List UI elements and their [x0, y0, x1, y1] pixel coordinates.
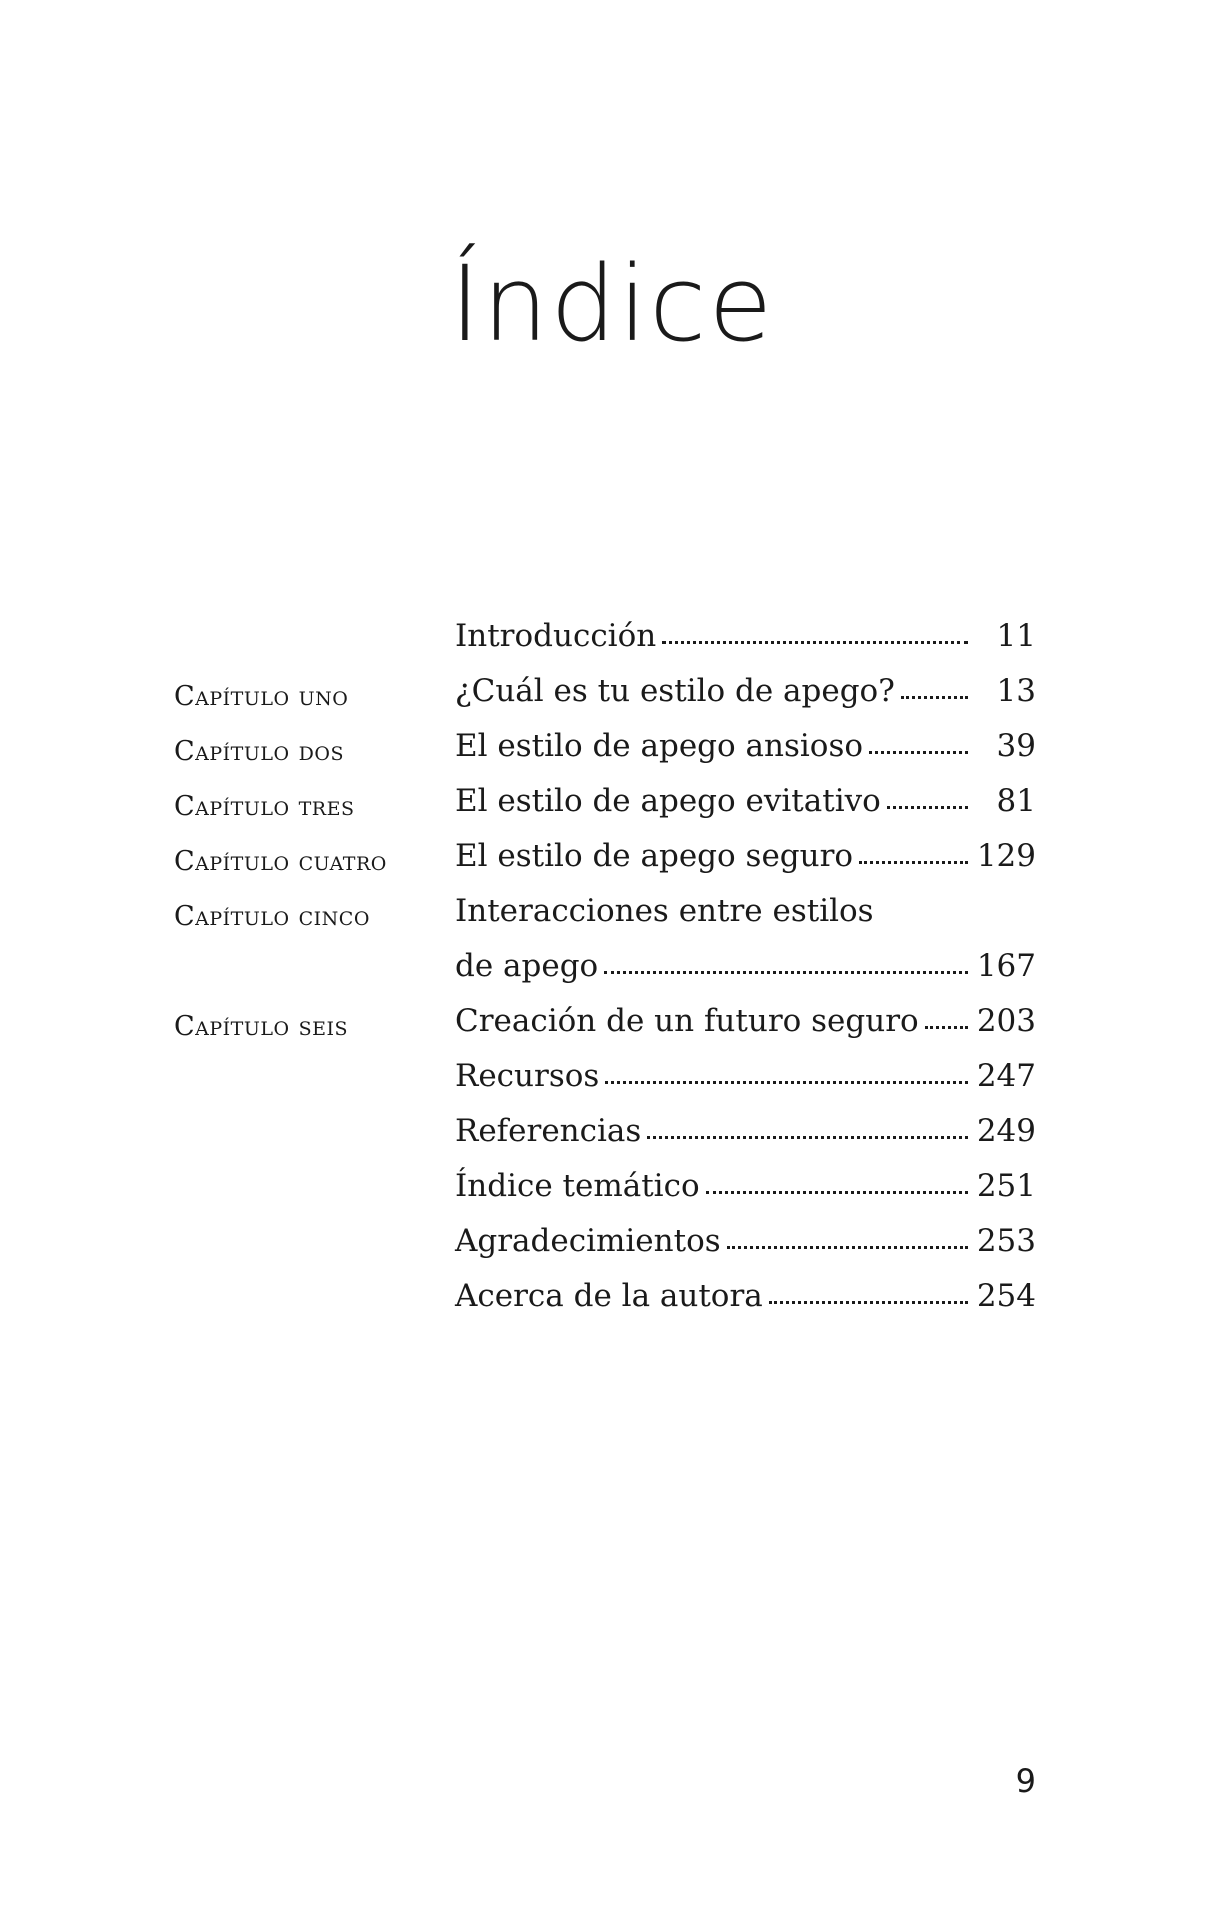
toc-row [174, 1272, 1036, 1327]
toc-row [174, 1107, 1036, 1162]
toc-entry [455, 838, 1036, 874]
entry-title: El estilo de apego ansioso [455, 728, 864, 764]
toc-row [174, 1162, 1036, 1217]
dot-leader [647, 1136, 968, 1139]
toc-entry [455, 948, 1036, 984]
entry-page: 39 [996, 728, 1036, 764]
dot-leader [887, 806, 968, 809]
toc-row [174, 887, 1036, 942]
entry-title: Agradecimientos [455, 1223, 721, 1259]
toc-entry [455, 783, 1036, 819]
page-title: Índice [449, 243, 775, 365]
entry-page: 254 [976, 1278, 1036, 1314]
entry-title: Introducción [455, 618, 657, 654]
chapter-label: Capítulo dos [174, 736, 344, 767]
toc-row [174, 1217, 1036, 1272]
toc-entry [455, 728, 1036, 764]
toc-entry [455, 673, 1036, 709]
dot-leader [859, 861, 968, 864]
dot-leader [605, 1081, 968, 1084]
toc-row [174, 942, 1036, 997]
entry-title: El estilo de apego seguro [455, 838, 854, 874]
dot-leader [727, 1246, 968, 1249]
toc-entry [455, 1058, 1036, 1094]
entry-title: Referencias [455, 1113, 642, 1149]
toc-entry [455, 1113, 1036, 1149]
toc-row [174, 832, 1036, 887]
entry-page: 249 [976, 1113, 1036, 1149]
toc-row [174, 722, 1036, 777]
toc-row [174, 997, 1036, 1052]
entry-title: ¿Cuál es tu estilo de apego? [455, 673, 895, 709]
entry-title: Recursos [455, 1058, 600, 1094]
toc-entry [455, 1278, 1036, 1314]
entry-title: Interacciones entre estilos [455, 893, 874, 929]
chapter-label: Capítulo tres [174, 791, 355, 822]
entry-title: El estilo de apego evitativo [455, 783, 881, 819]
entry-page: 81 [996, 783, 1036, 819]
entry-page: 13 [996, 673, 1036, 709]
dot-leader [662, 641, 968, 644]
page-number: 9 [1015, 1762, 1036, 1800]
chapter-label: Capítulo cinco [174, 901, 370, 932]
entry-title: Índice temático [455, 1168, 700, 1204]
dot-leader [869, 751, 968, 754]
table-of-contents [174, 612, 1036, 1327]
entry-page: 203 [976, 1003, 1036, 1039]
chapter-label: Capítulo cuatro [174, 846, 387, 877]
dot-leader [901, 696, 968, 699]
entry-page: 129 [976, 838, 1036, 874]
entry-page: 253 [976, 1223, 1036, 1259]
toc-entry [455, 1223, 1036, 1259]
entry-title-continued: de apego [455, 948, 599, 984]
toc-row [174, 667, 1036, 722]
entry-page: 11 [996, 618, 1036, 654]
dot-leader [604, 971, 968, 974]
toc-entry [455, 893, 1036, 929]
toc-entry [455, 618, 1036, 654]
toc-row [174, 1052, 1036, 1107]
toc-row [174, 612, 1036, 667]
chapter-label: Capítulo seis [174, 1011, 349, 1042]
entry-title: Acerca de la autora [455, 1278, 763, 1314]
chapter-label: Capítulo uno [174, 681, 349, 712]
entry-page: 251 [976, 1168, 1036, 1204]
entry-title: Creación de un futuro seguro [455, 1003, 919, 1039]
toc-entry [455, 1168, 1036, 1204]
dot-leader [706, 1191, 968, 1194]
entry-page: 167 [976, 948, 1036, 984]
dot-leader [769, 1301, 968, 1304]
entry-page: 247 [976, 1058, 1036, 1094]
toc-row [174, 777, 1036, 832]
toc-entry [455, 1003, 1036, 1039]
dot-leader [925, 1026, 968, 1029]
